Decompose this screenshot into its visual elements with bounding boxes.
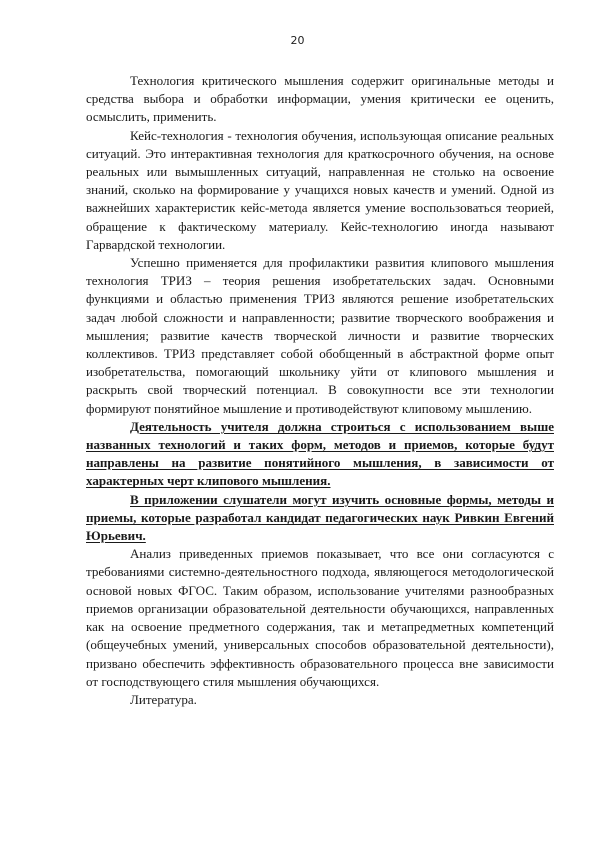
paragraph-literature-heading: Литература. [130, 691, 197, 707]
paragraph-appendix-note: В приложении слушатели могут изучить основные формы, методы и приемы, которые разработал кандидат педагогических наук Ривкин Евгений Юрьевич. [86, 491, 554, 544]
paragraph-triz: Успешно применяется для профилактики развития клипового мышления технология ТРИЗ – теория решения изобретательских задач. Основными функциями и областью применения ТРИЗ являются решение изобретательских задач любой сложности и направленности; развитие творческого воображения и мышления; развитие качеств творческой личности и развитие творческих коллективов. ТРИЗ представляет собой обобщенный в абстрактной форме опыт изобретательства, помогающий школьнику уйти от клипового мышления и раскрыть свой творческий потенциал. В совокупности все эти технологии формируют понятийное мышление и противодействуют клиповому мышлению. [86, 255, 554, 416]
paragraph-teacher-activity: Деятельность учителя должна строиться с использованием выше названных технологий и таких форм, методов и приемов, которые будут направлены на развитие понятийного мышления, в зависимости от характерных черт клипового мышления. [86, 418, 554, 489]
document-body [86, 72, 554, 709]
paragraph-analysis: Анализ приведенных приемов показывает, что все они согласуются с требованиями системно-деятельностного подхода, являющегося методологической основой новых ФГОС. Таким образом, использование учителями разнообразных приемов организации образовательной деятельности обучающихся, направленных как на освоение предметного содержания, так и метапредметных компетенций (общеучебных умений, универсальных способов образовательной деятельности), призвано обеспечить эффективность образовательного процесса вне зависимости от господствующего стиля мышления обучающихся. [86, 546, 554, 689]
paragraph-case-technology: Кейс-технология - технология обучения, использующая описание реальных ситуаций. Это интерактивная технология для краткосрочного обучения, на основе реальных или вымышленных ситуаций, направленная не столько на освоение знаний, сколько на формирование у учащихся новых качеств и умений. Одной из важнейших характеристик кейс-метода является умение воспользоваться теорией, обращение к фактическому материалу. Кейс-технологию иногда называют Гарвардской технологии. [86, 127, 554, 252]
paragraph-critical-thinking: Технология критического мышления содержит оригинальные методы и средства выбора и обработки информации, умения критически ее оценить, осмыслить, применить. [86, 73, 554, 125]
page-number: 20 [290, 34, 305, 47]
